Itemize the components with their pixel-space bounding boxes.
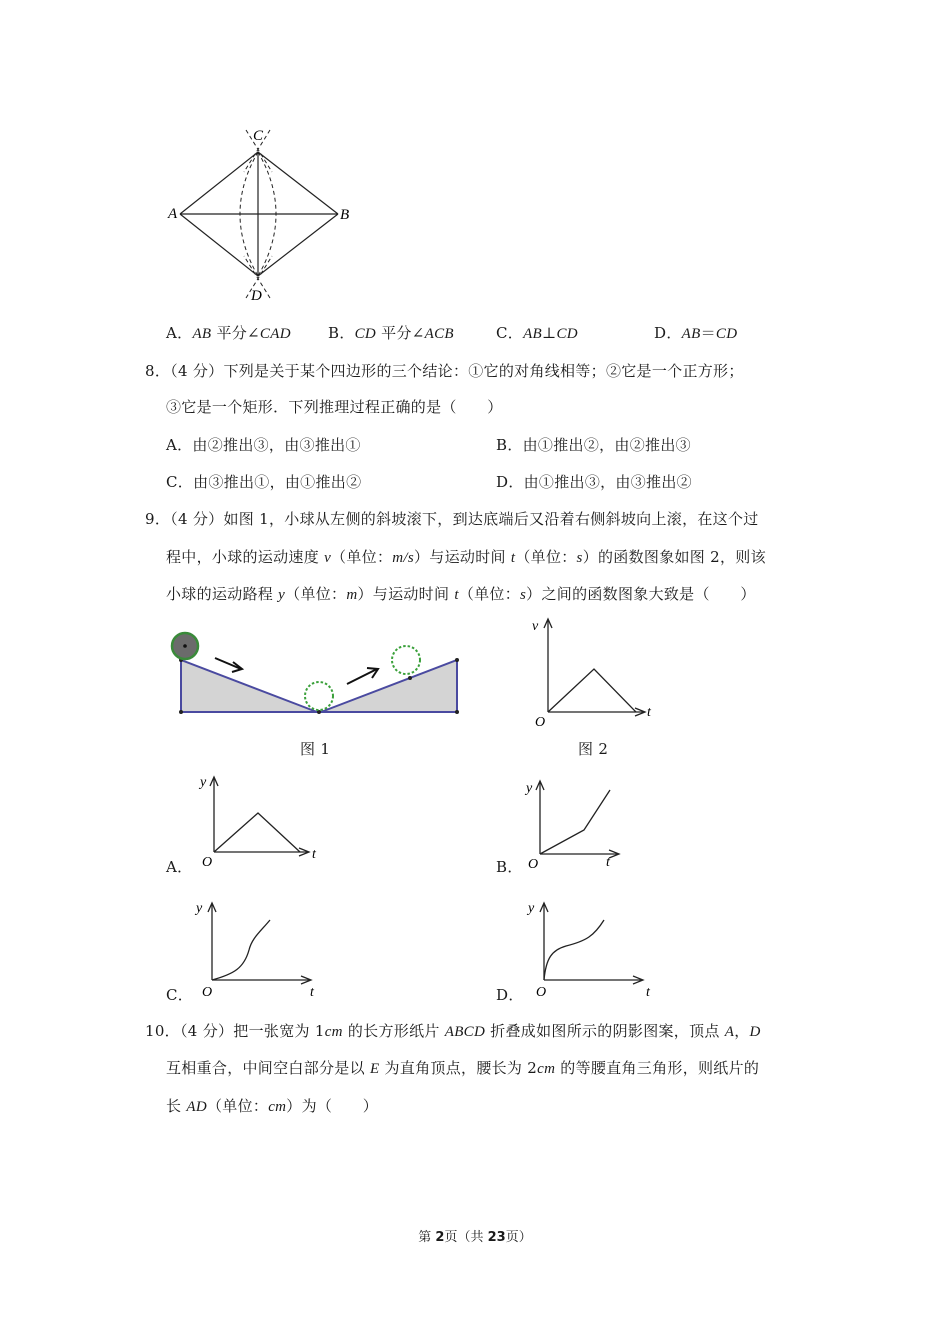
q7-option-d[interactable]: D．AB＝CD [654,324,738,342]
page-footer: 第 2页（共 23页） [418,1230,532,1245]
fig1-caption: 图 1 [300,740,331,758]
svg-text:t: t [312,847,316,862]
ball-top-dashed [392,646,420,674]
q7-option-c[interactable]: C．AB⊥CD [496,324,578,342]
q9-option-d[interactable]: D． [496,986,524,1004]
label-A: A [168,206,178,222]
q8-option-d[interactable]: D．由①推出③，由③推出② [496,473,692,491]
svg-text:t: t [606,855,610,870]
total-page-count: 23 [487,1230,506,1245]
svg-text:O: O [528,857,539,872]
label-D: D [251,288,262,304]
svg-text:y: y [196,901,203,916]
fig2-caption: 图 2 [578,740,609,758]
q10-stem-line3: 长 AD（单位：cm）为（ ） [166,1097,379,1115]
svg-text:O: O [202,985,213,1000]
q8-option-c[interactable]: C．由③推出①，由①推出② [166,473,362,491]
q9-option-a-graph[interactable] [196,768,326,872]
q7-figure [160,120,370,310]
q10-stem-line1: 10．（4 分）把一张宽为 1cm 的长方形纸片 ABCD 折叠成如图所示的阴影图案，顶点 A，D [145,1022,761,1040]
q8-option-b[interactable]: B．由①推出②，由②推出③ [496,436,691,454]
q9-option-c-graph[interactable] [194,896,324,1000]
axis-v-label: v [532,619,539,634]
q9-stem-line3: 小球的运动路程 y（单位：m）与运动时间 t（单位：s）之间的函数图象大致是（ ） [166,585,756,603]
q8-option-a[interactable]: A．由②推出③，由③推出① [166,436,361,454]
left-slope [181,660,317,712]
svg-text:y: y [526,781,533,796]
current-page-number: 2 [435,1230,445,1245]
ball-bottom-dashed [305,682,333,710]
q9-figure2-vt-graph [528,612,658,730]
q7-option-b[interactable]: B．CD 平分∠ACB [328,324,454,342]
q9-option-d-graph[interactable] [524,896,656,1000]
q10-stem-line2: 互相重合，中间空白部分是以 E 为直角顶点，腰长为 2cm 的等腰直角三角形，则纸片的 [166,1059,760,1077]
svg-text:y: y [528,901,535,916]
right-slope [321,660,457,712]
q9-figure1-slopes [165,622,475,727]
q9-option-a[interactable]: A． [166,858,193,876]
arrow-down-right-icon [215,658,242,672]
svg-text:t: t [646,985,650,1000]
q7-option-a[interactable]: A．AB 平分∠CAD [166,324,291,342]
arrow-up-right-icon [347,668,378,684]
svg-text:t: t [310,985,314,1000]
axis-t-label: t [647,705,651,720]
q9-option-b-graph[interactable] [522,774,632,874]
q9-stem-line1: 9．（4 分）如图 1，小球从左侧的斜坡滚下，到达底端后又沿着右侧斜坡向上滚，在这个过 [145,510,759,528]
svg-text:O: O [202,855,213,870]
label-B: B [340,207,350,223]
label-C: C [253,128,264,144]
q8-stem-line2: ③它是一个矩形．下列推理过程正确的是（ ） [166,398,503,416]
svg-text:y: y [200,775,207,790]
q9-stem-line2: 程中，小球的运动速度 v（单位：m/s）与运动时间 t（单位：s）的函数图象如图 2，则该 [166,548,766,566]
q8-stem-line1: 8．（4 分）下列是关于某个四边形的三个结论：①它的对角线相等；②它是一个正方形； [145,362,744,380]
q9-option-c[interactable]: C． [166,986,194,1004]
q9-option-b[interactable]: B． [496,858,523,876]
origin-label: O [535,715,546,730]
svg-text:O: O [536,985,547,1000]
